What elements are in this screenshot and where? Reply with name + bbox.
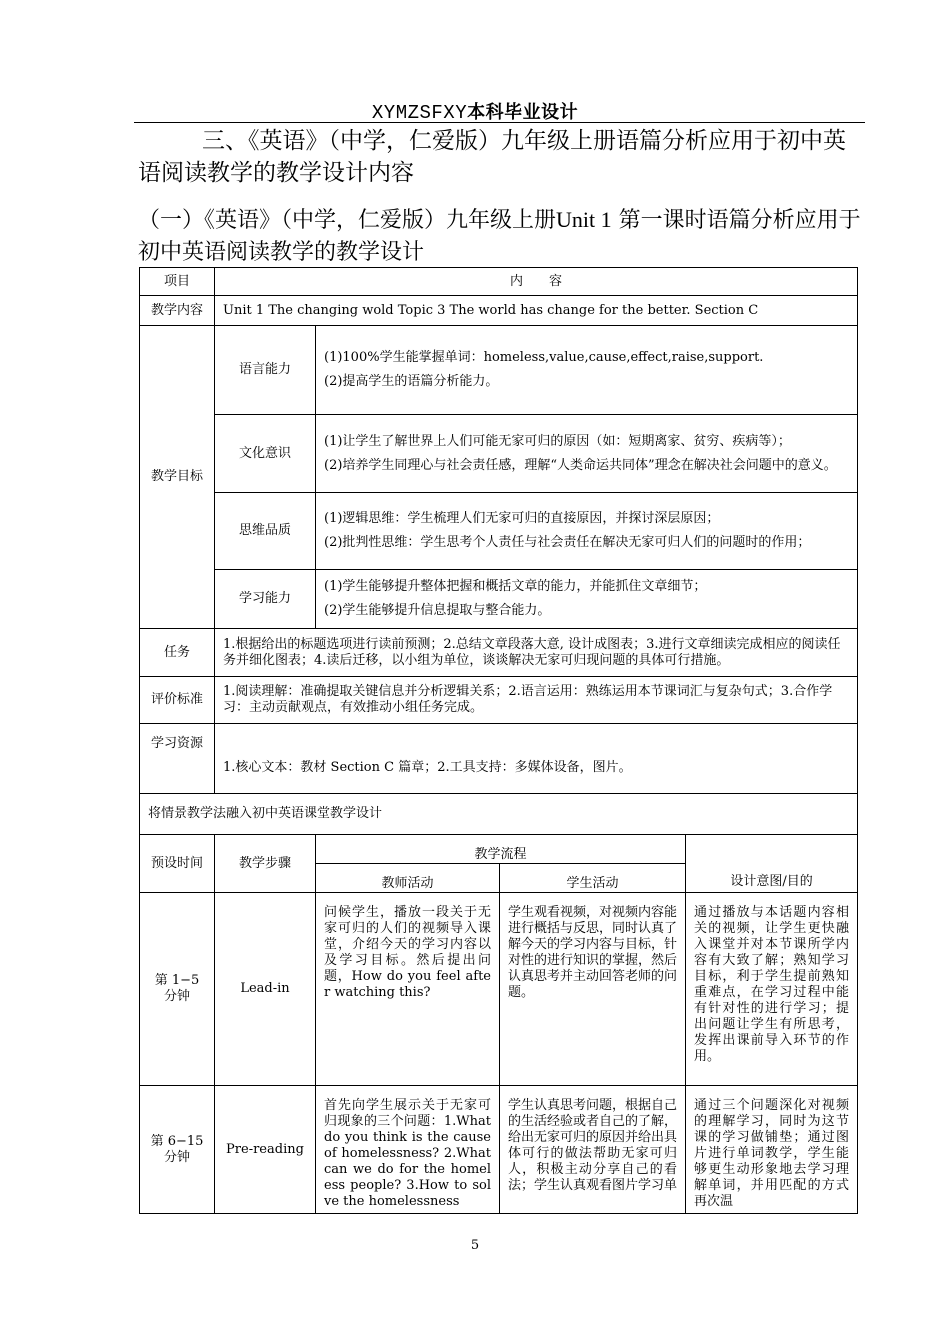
stage-time: 第 1−5 分钟 xyxy=(140,893,215,1086)
goal-row-thinking xyxy=(140,493,858,570)
method-row xyxy=(140,794,858,835)
goal-content-learning xyxy=(316,570,858,629)
goal-line: (1)学生能够提升整体把握和概括文章的能力，并能抓住文章细节； xyxy=(324,579,707,594)
goal-line: (2)学生能够提升信息提取与整合能力。 xyxy=(324,603,551,618)
resource-row xyxy=(140,724,858,794)
flow-header-row-1 xyxy=(140,835,858,864)
section-heading-text: 三、《英语》（中学，仁爱版）九年级上册语篇分析应用于初中英语阅读教学的教学设计内容 xyxy=(138,128,846,186)
eval-value: 1.阅读理解：准确提取关键信息并分析逻辑关系；2.语言运用：熟练运用本节课词汇与复杂句式；3.合作学习：主动贡献观点，有效推动小组任务完成。 xyxy=(215,677,858,724)
goal-row-language xyxy=(140,326,858,415)
header-code: XYMZSFXY xyxy=(371,102,468,124)
goal-label-learning: 学习能力 xyxy=(215,570,316,629)
stage-teacher-activity: 首先向学生展示关于无家可归现象的三个问题：1.What do you think is the cause of homelessness? 2.What can we do for the homeless people? 3.How to solve the homelessness xyxy=(316,1086,500,1214)
goal-row-learning xyxy=(140,570,858,629)
method-value: 将情景教学法融入初中英语课堂教学设计 xyxy=(140,794,858,835)
stage-time: 第 6−15 分钟 xyxy=(140,1086,215,1214)
subsection-heading xyxy=(138,204,868,269)
eval-label: 评价标准 xyxy=(140,677,215,724)
purpose-header: 设计意图/目的 xyxy=(686,835,858,893)
stage-purpose: 通过三个问题深化对视频的理解学习，同时为这节课的学习做铺垫；通过图片进行单词教学，学生能够更生动形象地去学习理解单词，并用匹配的方式再次温 xyxy=(686,1086,858,1214)
goal-content-thinking xyxy=(316,493,858,570)
goal-line: (2)培养学生同理心与社会责任感，理解“人类命运共同体”理念在解决社会问题中的意义。 xyxy=(324,457,837,473)
page-number: 5 xyxy=(470,1238,480,1253)
goal-label-language: 语言能力 xyxy=(215,326,316,415)
goal-line: (2)提高学生的语篇分析能力。 xyxy=(324,374,499,389)
header-rule xyxy=(134,122,865,123)
stage-row-lead-in xyxy=(140,893,858,1086)
teaching-content-row xyxy=(140,296,858,326)
subsection-heading-unit: Unit 1 xyxy=(556,207,612,232)
task-row xyxy=(140,629,858,677)
resource-value: 1.核心文本：教材 Section C 篇章；2.工具支持：多媒体设备，图片。 xyxy=(215,724,858,794)
page-header xyxy=(0,98,950,124)
goal-line: (1)逻辑思维：学生梳理人们无家可归的直接原因，并探讨深层原因； xyxy=(324,511,720,526)
resource-label: 学习资源 xyxy=(140,724,215,794)
stage-step: Pre-reading xyxy=(215,1086,316,1214)
section-heading xyxy=(138,125,868,189)
col-content-header: 内 容 xyxy=(215,268,858,296)
stage-row-pre-reading xyxy=(140,1086,858,1214)
goal-content-culture xyxy=(316,415,858,493)
subsection-heading-part2: 第一课时语篇分析应用于初中英语阅读教学的教学设计 xyxy=(138,208,861,265)
goals-label: 教学目标 xyxy=(140,326,215,629)
stage-student-activity: 学生认真思考问题，根据自己的生活经验或者自己的了解，给出无家可归的原因并给出具体可行的做法帮助无家可归人，积极主动分享自己的看法；学生认真观看图片学习单 xyxy=(500,1086,686,1214)
stage-step: Lead-in xyxy=(215,893,316,1086)
teacher-header: 教师活动 xyxy=(316,864,500,893)
goal-row-culture xyxy=(140,415,858,493)
teaching-content-label: 教学内容 xyxy=(140,296,215,326)
task-value: 1.根据给出的标题选项进行读前预测；2.总结文章段落大意, 设计成图表；3.进行文章细读完成相应的阅读任务并细化图表；4.读后迁移，以小组为单位，谈谈解决无家可归现问题的具体可行措施。 xyxy=(215,629,858,677)
goal-content-language xyxy=(316,326,858,415)
goal-line: (2)批判性思维：学生思考个人责任与社会责任在解决无家可归人们的问题时的作用； xyxy=(324,535,811,550)
stage-purpose: 通过播放与本话题内容相关的视频，让学生更快融入课堂并对本节课所学内容有大致了解；熟知学习目标，利于学生提前熟知重难点，在学习过程中能有针对性的进行学习；提出问题让学生有所思考，发挥出课前导入环节的作用。 xyxy=(686,893,858,1086)
lesson-plan-table xyxy=(139,267,858,1214)
student-header: 学生活动 xyxy=(500,864,686,893)
header-label: 本科毕业设计 xyxy=(467,102,579,123)
step-header: 教学步骤 xyxy=(215,835,316,893)
task-label: 任务 xyxy=(140,629,215,677)
goal-line: (1)让学生了解世界上人们可能无家可归的原因（如：短期离家、贫穷、疾病等）； xyxy=(324,433,791,449)
stage-teacher-activity: 问候学生，播放一段关于无家可归的人们的视频导入课堂，介绍今天的学习内容以及学习目标。然后提出问题，How do you feel after watching this? xyxy=(316,893,500,1086)
goal-line: (1)100%学生能掌握单词：homeless,value,cause,effect,raise,support. xyxy=(324,350,764,365)
time-header: 预设时间 xyxy=(140,835,215,893)
subsection-heading-part1: （一）《英语》（中学，仁爱版）九年级上册 xyxy=(138,208,557,233)
flow-header: 教学流程 xyxy=(316,835,686,864)
stage-student-activity: 学生观看视频，对视频内容能进行概括与反思，同时认真了解今天的学习内容与目标，针对性的进行知识的掌握，然后认真思考并主动回答老师的问题。 xyxy=(500,893,686,1086)
table-header-row xyxy=(140,268,858,296)
teaching-content-value: Unit 1 The changing wold Topic 3 The world has change for the better. Section C xyxy=(215,296,858,326)
col-item-header: 项目 xyxy=(140,268,215,296)
goal-label-culture: 文化意识 xyxy=(215,415,316,493)
goal-label-thinking: 思维品质 xyxy=(215,493,316,570)
eval-row xyxy=(140,677,858,724)
